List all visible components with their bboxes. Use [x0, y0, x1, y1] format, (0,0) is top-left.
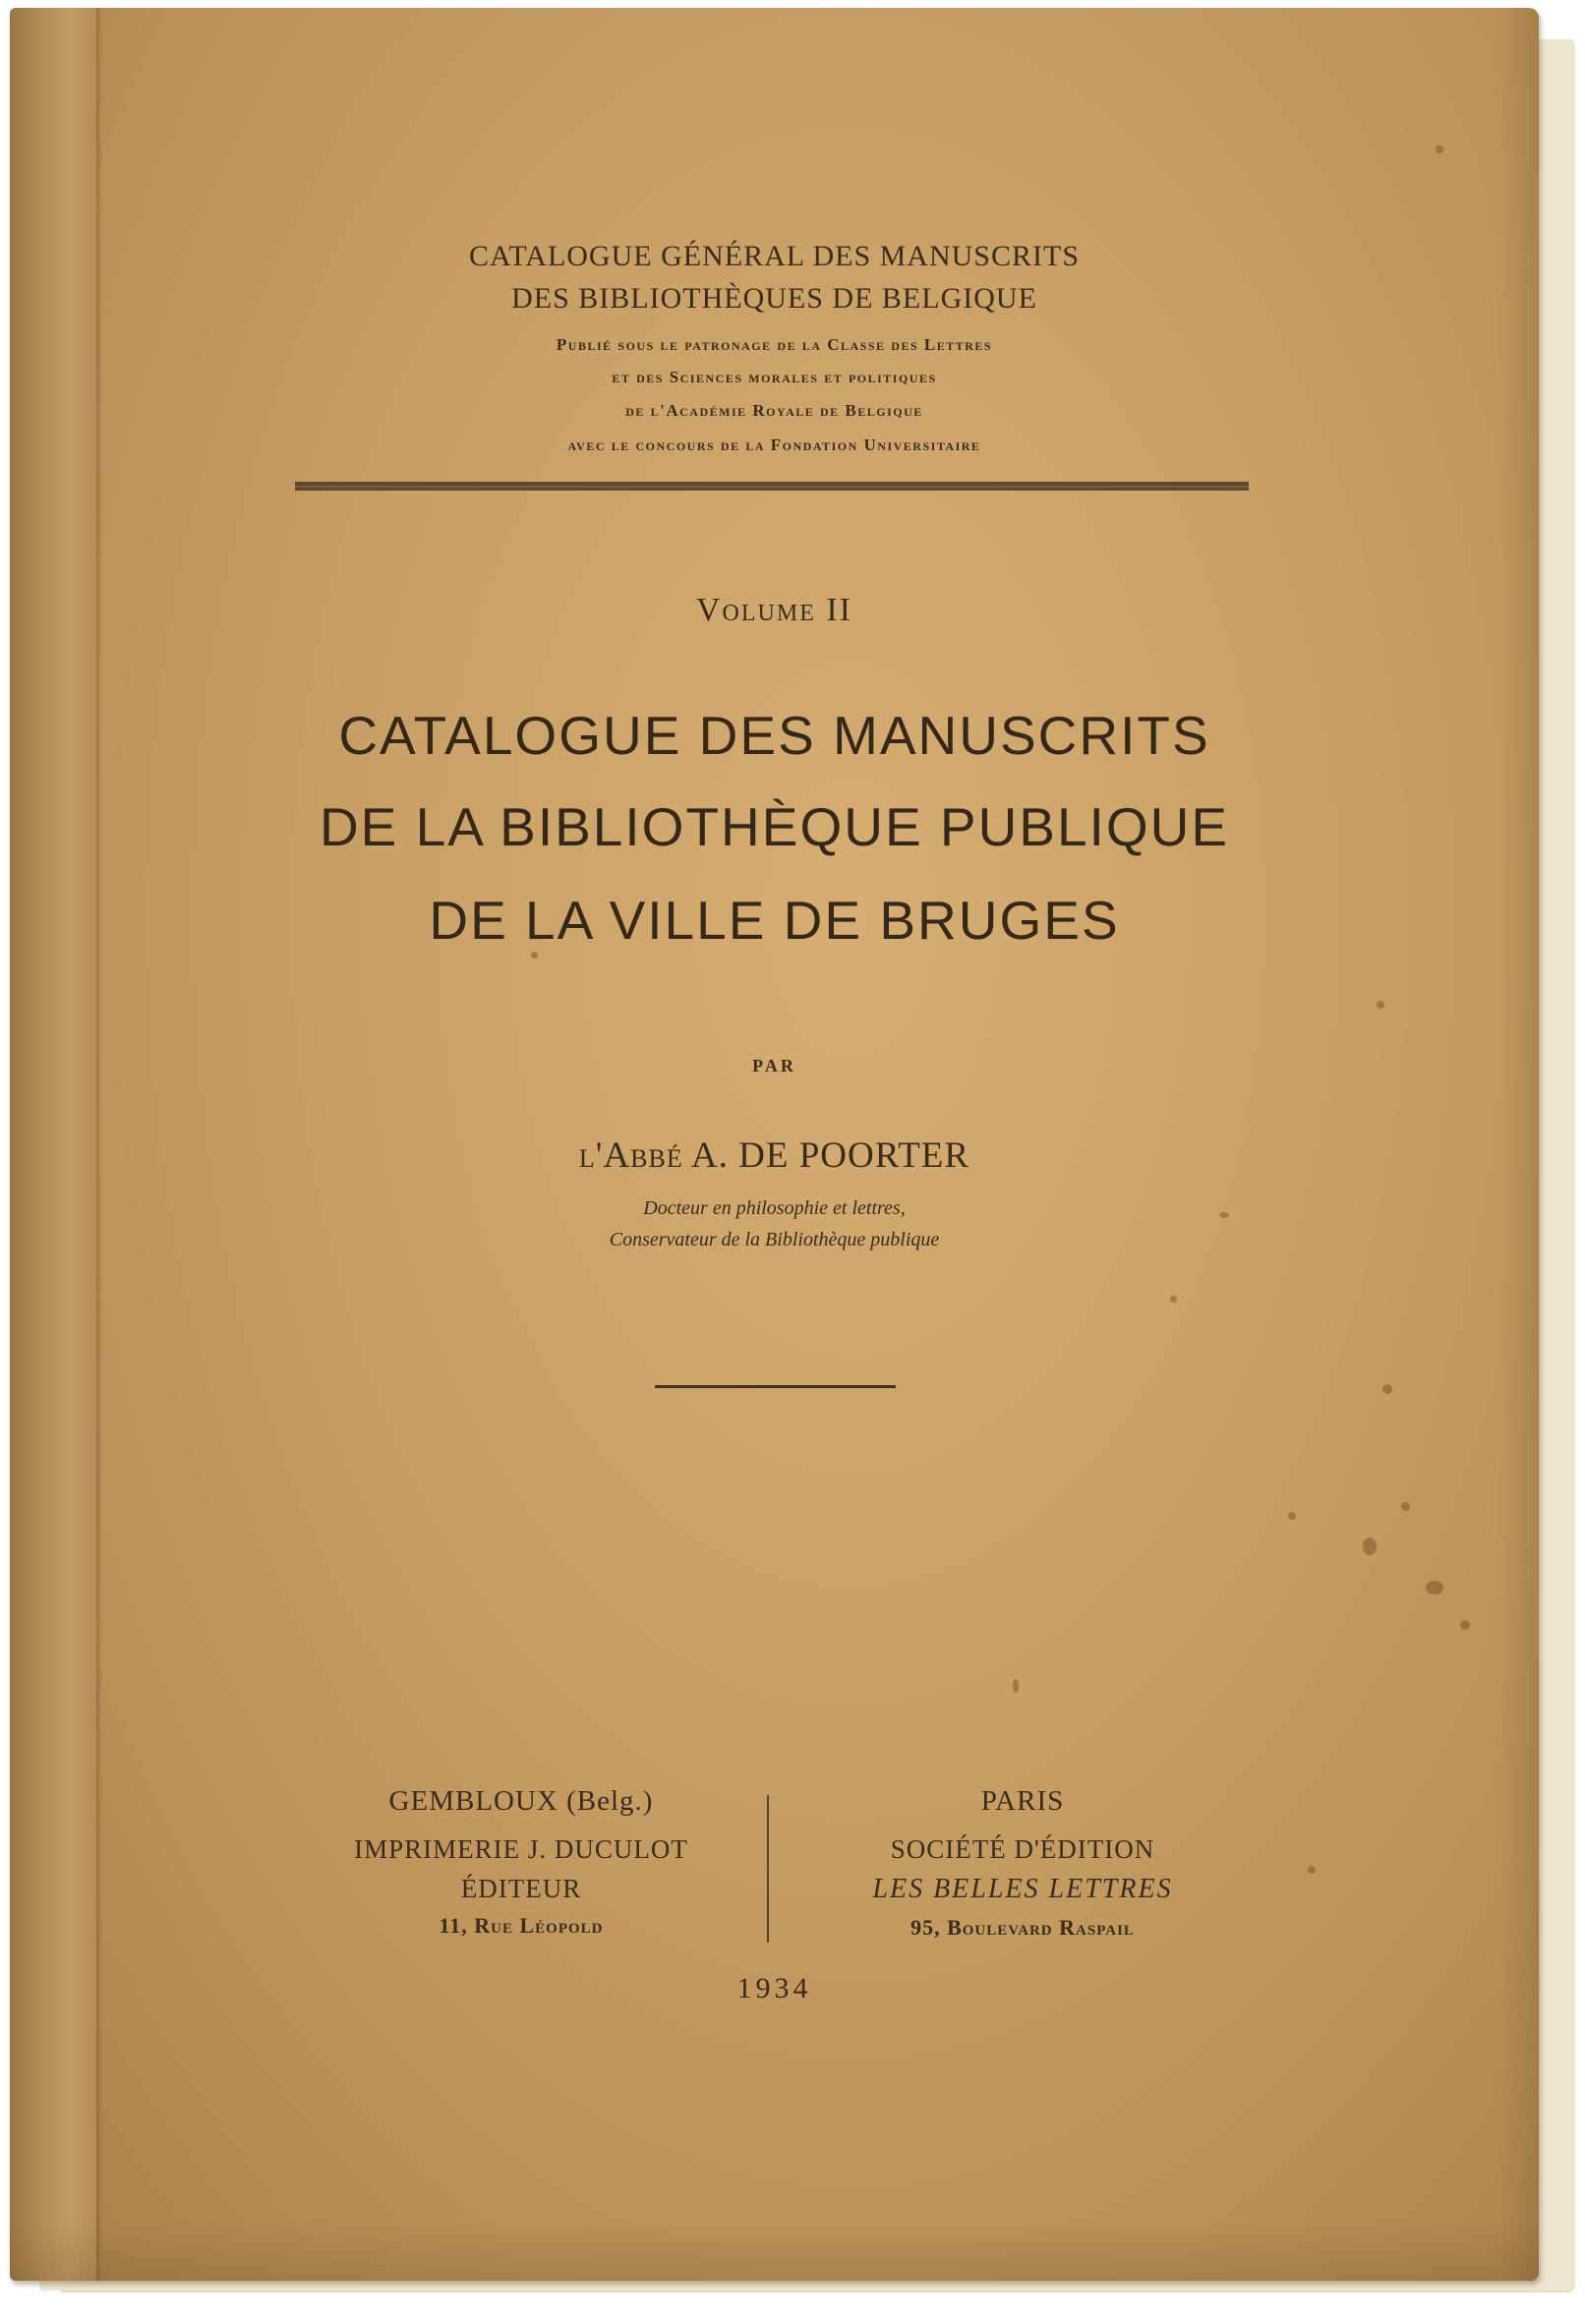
- foxing-spot: [1377, 1001, 1384, 1009]
- imprint-divider: [767, 1795, 769, 1943]
- foxing-spot: [1170, 1296, 1177, 1303]
- imprint-right: [787, 1785, 1259, 1952]
- publication-year: 1934: [736, 1972, 812, 2004]
- imprint-left: [285, 1785, 757, 1952]
- series-title-line-2: DES BIBLIOTHÈQUES DE BELGIQUE: [511, 282, 1037, 315]
- foxing-spot: [1382, 1384, 1392, 1394]
- imprint-left-role: ÉDITEUR: [460, 1874, 582, 1903]
- patronage-line: Publié sous le patronage de la Classe des Lettres: [556, 335, 993, 354]
- imprint-left-printer: IMPRIMERIE J. DUCULOT: [354, 1834, 688, 1864]
- imprint-right-publisher: SOCIÉTÉ D'ÉDITION: [890, 1834, 1155, 1864]
- cover-bottom-edge: [10, 2222, 1539, 2281]
- foxing-spot: [1363, 1538, 1377, 1555]
- main-title-line-2: DE LA BIBLIOTHÈQUE PUBLIQUE: [319, 796, 1230, 857]
- foxing-spot: [1288, 1512, 1296, 1520]
- patronage-line: et des Sciences morales et politiques: [612, 368, 937, 386]
- main-title-line-1: CATALOGUE DES MANUSCRITS: [338, 705, 1210, 766]
- imprint-left-city: GEMBLOUX (Belg.): [388, 1785, 654, 1817]
- foxing-spot: [1436, 145, 1443, 153]
- foxing-spot: [531, 952, 538, 959]
- patronage-line: de l'Académie Royale de Belgique: [625, 401, 923, 420]
- author-name: l'Abbé A. DE POORTER: [578, 1135, 970, 1176]
- main-title-line-3: DE LA VILLE DE BRUGES: [429, 890, 1120, 951]
- author-credential: Conservateur de la Bibliothèque publique: [609, 1229, 940, 1250]
- author-credential: Docteur en philosophie et lettres,: [643, 1197, 906, 1219]
- imprint-right-city: PARIS: [980, 1785, 1065, 1817]
- foxing-spot: [1426, 1581, 1443, 1595]
- foxing-spot: [1460, 1620, 1470, 1630]
- header-rule: [295, 482, 1249, 491]
- series-title-line-1: CATALOGUE GÉNÉRAL DES MANUSCRITS: [469, 240, 1080, 272]
- ornament-rule: [655, 1385, 896, 1388]
- volume-label: Volume II: [695, 592, 853, 628]
- patronage-line: avec le concours de la Fondation Universitaire: [567, 436, 981, 454]
- foxing-spot: [1013, 1679, 1019, 1693]
- by-label: PAR: [752, 1056, 796, 1075]
- foxing-spot: [1308, 1866, 1316, 1874]
- book-cover: [10, 8, 1539, 2281]
- imprint-right-name: LES BELLES LETTRES: [872, 1874, 1173, 1904]
- imprint-left-address: 11, Rue Léopold: [439, 1913, 604, 1938]
- imprint-right-address: 95, Boulevard Raspail: [910, 1915, 1135, 1940]
- foxing-spot: [1401, 1502, 1410, 1511]
